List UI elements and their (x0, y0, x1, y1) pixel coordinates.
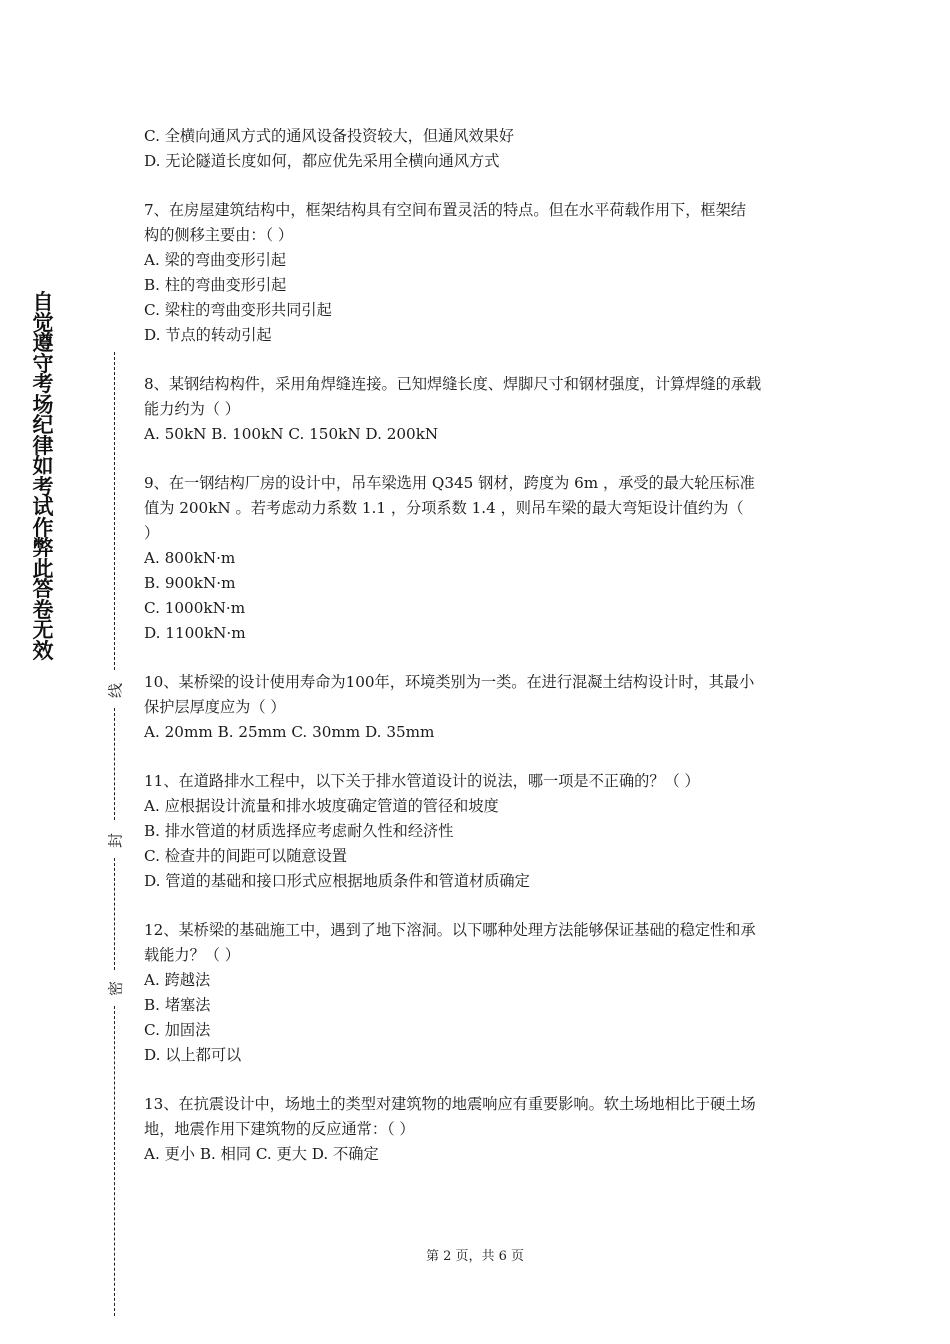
option-c: C. 全横向通风方式的通风设备投资较大，但通风效果好 (144, 127, 515, 145)
question-7 (144, 198, 812, 348)
option-c: C. 检查井的间距可以随意设置 (144, 847, 347, 865)
option-d: D. 管道的基础和接口形式应根据地质条件和管道材质确定 (144, 872, 530, 890)
binding-label-secret: 密 (105, 978, 126, 1000)
binding-dashed-line (114, 708, 115, 820)
binding-dashed-line (114, 1006, 115, 1316)
option-b: B. 900kN·m (144, 574, 236, 592)
option-a: A. 跨越法 (144, 971, 211, 989)
question-stem: ） (144, 524, 160, 542)
option-a: A. 梁的弯曲变形引起 (144, 251, 287, 269)
question-stem: 9、在一钢结构厂房的设计中，吊车梁选用 Q345 钢材，跨度为 6m ，承受的最大轮压标准 (144, 474, 755, 492)
option-d: D. 节点的转动引起 (144, 326, 272, 344)
option-d: D. 1100kN·m (144, 624, 246, 642)
binding-label-seal: 封 (105, 830, 126, 852)
question-9 (144, 471, 812, 646)
question-stem: 7、在房屋建筑结构中，框架结构具有空间布置灵活的特点。但在水平荷载作用下，框架结 (144, 201, 746, 219)
previous-question-tail (144, 124, 812, 174)
options-inline: A. 50kN B. 100kN C. 150kN D. 200kN (144, 425, 439, 443)
question-stem: 构的侧移主要由：（ ） (144, 226, 294, 244)
question-stem: 地，地震作用下建筑物的反应通常：（ ） (144, 1120, 415, 1138)
question-stem: 12、某桥梁的基础施工中，遇到了地下溶洞。以下哪种处理方法能够保证基础的稳定性和承 (144, 921, 756, 939)
question-stem: 11、在道路排水工程中，以下关于排水管道设计的说法，哪一项是不正确的？（ ） (144, 772, 700, 790)
options-inline: A. 更小 B. 相同 C. 更大 D. 不确定 (144, 1145, 379, 1163)
option-d: D. 无论隧道长度如何，都应优先采用全横向通风方式 (144, 152, 500, 170)
option-b: B. 堵塞法 (144, 996, 211, 1014)
option-c: C. 1000kN·m (144, 599, 246, 617)
option-c: C. 梁柱的弯曲变形共同引起 (144, 301, 332, 319)
question-stem: 13、在抗震设计中，场地土的类型对建筑物的地震响应有重要影响。软土场地相比于硬土场 (144, 1095, 756, 1113)
question-12 (144, 918, 812, 1068)
question-8 (144, 372, 812, 447)
question-11 (144, 769, 812, 894)
question-stem: 8、某钢结构构件，采用角焊缝连接。已知焊缝长度、焊脚尺寸和钢材强度，计算焊缝的承载 (144, 375, 762, 393)
option-a: A. 800kN·m (144, 549, 236, 567)
side-warning-text: 自觉遵守考场纪律如考试作弊此答卷无效 (32, 290, 54, 663)
question-stem: 10、某桥梁的设计使用寿命为100年，环境类别为一类。在进行混凝土结构设计时，其最小 (144, 673, 755, 691)
question-stem: 保护层厚度应为（ ） (144, 698, 286, 716)
option-d: D. 以上都可以 (144, 1046, 242, 1064)
question-content (144, 124, 812, 1167)
question-stem: 载能力？（ ） (144, 946, 240, 964)
option-b: B. 柱的弯曲变形引起 (144, 276, 287, 294)
option-c: C. 加固法 (144, 1021, 211, 1039)
binding-dashed-line (114, 858, 115, 970)
question-13 (144, 1092, 812, 1167)
question-stem: 能力约为（ ） (144, 400, 240, 418)
question-10 (144, 670, 812, 745)
page-number-footer: 第 2 页，共 6 页 (425, 1249, 525, 1264)
option-b: B. 排水管道的材质选择应考虑耐久性和经济性 (144, 822, 454, 840)
binding-label-line: 线 (105, 680, 126, 702)
binding-dashed-line (114, 352, 115, 670)
question-stem: 值为 200kN 。若考虑动力系数 1.1 ，分项系数 1.4 ，则吊车梁的最大弯矩设计值约为（ (144, 499, 744, 517)
option-a: A. 应根据设计流量和排水坡度确定管道的管径和坡度 (144, 797, 499, 815)
options-inline: A. 20mm B. 25mm C. 30mm D. 35mm (144, 723, 435, 741)
